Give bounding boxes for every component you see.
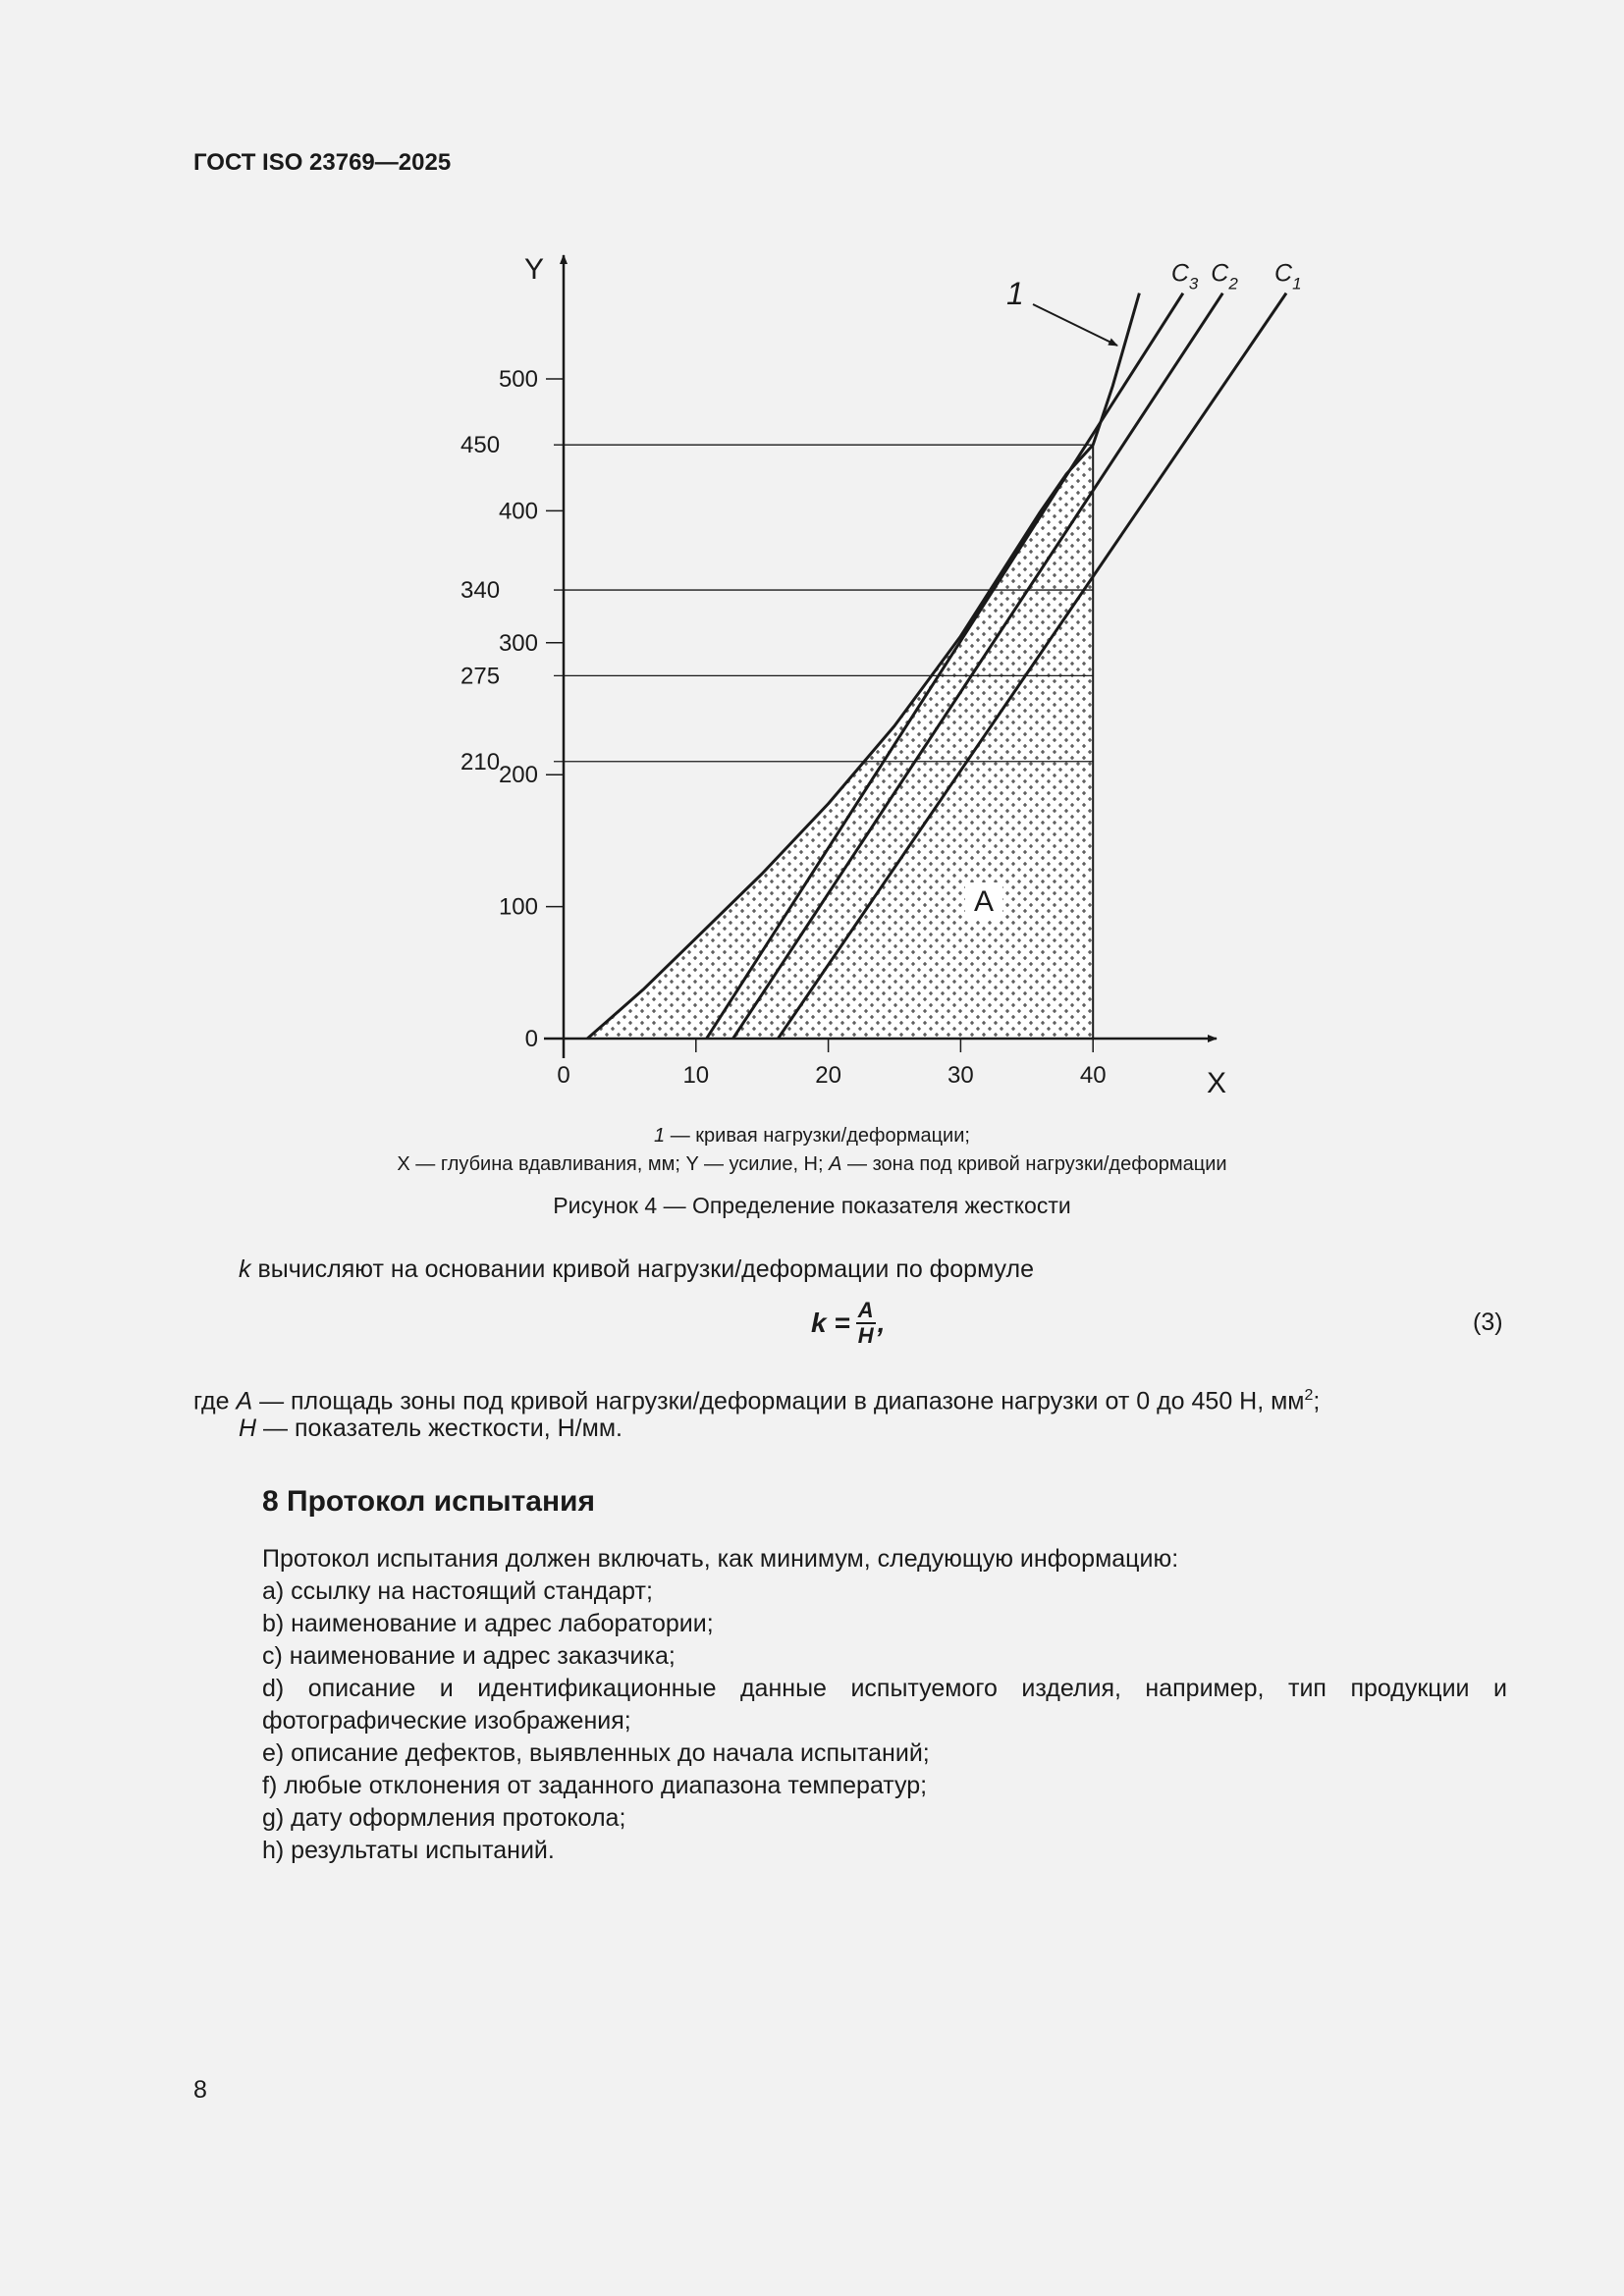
formula-number: (3) [1473,1308,1503,1336]
formula-k [811,1299,885,1348]
load-deformation-chart [373,236,1302,1099]
y-tick-label: 300 [498,629,538,657]
x-axis-label: X [1207,1067,1227,1099]
list-item: c) наименование и адрес заказчика; [262,1642,676,1670]
where-h-definition [239,1413,623,1445]
list-item: b) наименование и адрес лаборатории; [262,1610,714,1637]
series-label-subscript: 3 [1188,274,1199,294]
figure-legend [0,1122,1624,1179]
legend-curve-number: 1 [654,1125,666,1147]
y-tick-label: 500 [498,366,538,393]
where-a-sup: 2 [1304,1387,1314,1404]
where-a-var: A [236,1387,253,1415]
formula-intro-text: вычисляют на основании кривой нагрузки/деформации по формуле [250,1255,1034,1283]
y-tick-label: 400 [498,498,538,525]
x-tick-label: 0 [557,1062,570,1089]
where-h-text: — показатель жесткости, Н/мм. [256,1415,623,1442]
x-tick-label: 30 [947,1062,974,1089]
y-tick-label: 200 [498,762,538,789]
formula-intro-var: k [239,1255,251,1283]
reference-level-label: 275 [460,663,501,690]
section-heading: 8 Протокол испытания [262,1485,596,1518]
reference-level-label: 340 [460,577,501,605]
series-label: $C_1$ [1274,259,1302,294]
protocol-list [193,1543,1507,1867]
reference-level-label: 210 [460,748,501,775]
curve-pointer-arrow [1033,304,1117,346]
series-label: $C_3$ [1170,259,1199,294]
list-item: e) описание дефектов, выявленных до начала испытаний; [262,1739,930,1767]
x-tick-label: 20 [815,1062,841,1089]
formula-numerator: A [857,1298,874,1322]
y-tick-label: 0 [524,1026,538,1052]
legend-axes-text: X — глубина вдавливания, мм; Y — усилие, Н; [397,1153,830,1175]
stiffness-figure [373,236,1302,1099]
list-item: a) ссылку на настоящий стандарт; [262,1577,653,1605]
where-a-text: — площадь зоны под кривой нагрузки/деформации в диапазоне нагрузки от 0 до 450 Н, мм [252,1387,1305,1415]
legend-area-var: A [829,1153,842,1175]
document-code: ГОСТ ISO 23769—2025 [193,149,452,176]
legend-curve-text: — кривая нагрузки/деформации; [665,1125,970,1147]
series-label-subscript: 1 [1292,274,1302,294]
series-label-subscript: 2 [1228,274,1238,294]
legend-area-text: — зона под кривой нагрузки/деформации [841,1153,1227,1175]
list-item: g) дату оформления протокола; [262,1804,626,1832]
series-label: $C_2$ [1211,259,1238,294]
where-h-var: H [239,1415,257,1442]
legend-line-curve [0,1122,1624,1150]
list-item: d) описание и идентификационные данные испытуемого изделия, например, тип продукции и фотографические изображения; [262,1675,1507,1735]
protocol-intro: Протокол испытания должен включать, как минимум, следующую информацию: [262,1545,1179,1573]
formula-denominator: H [857,1323,874,1348]
legend-line-axes [0,1150,1624,1179]
figure-caption: Рисунок 4 — Определение показателя жесткости [553,1193,1071,1218]
y-tick-label: 100 [498,893,538,921]
list-item: f) любые отклонения от заданного диапазона температур; [262,1772,928,1799]
formula-fraction [856,1299,876,1348]
formula-trail: , [877,1308,886,1338]
x-tick-label: 40 [1079,1062,1107,1089]
page-number: 8 [193,2076,207,2104]
curve-label: 1 [1006,276,1024,311]
where-prefix: где [193,1387,237,1415]
area-label: A [973,885,995,918]
where-a-end: ; [1313,1387,1321,1415]
formula-intro [239,1254,1034,1286]
list-item: h) результаты испытаний. [262,1837,555,1864]
reference-level-label: 450 [460,432,501,459]
formula-lhs: k = [811,1308,850,1338]
y-axis-label: Y [524,253,545,286]
x-tick-label: 10 [682,1062,710,1089]
